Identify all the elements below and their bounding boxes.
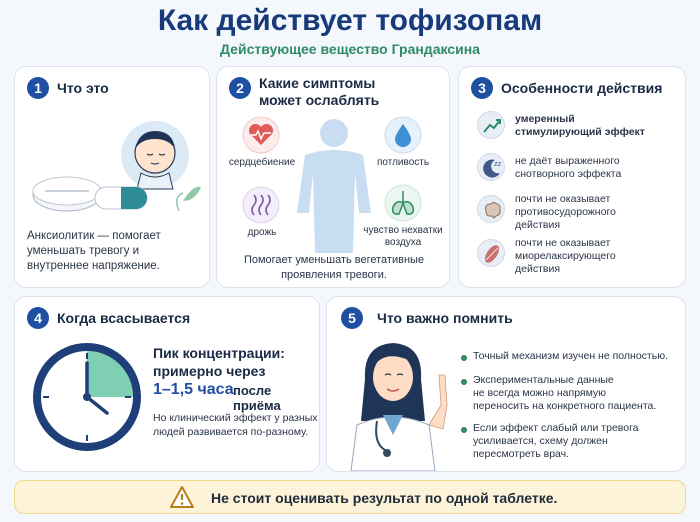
feature-3-line3: действия (515, 219, 561, 231)
card-absorption (14, 296, 320, 472)
heart-icon (241, 115, 281, 155)
bullet-dot (461, 355, 467, 361)
peak-line2: примерно через (153, 363, 266, 379)
card2-caption-line1: Помогает уменьшать вегетативные (243, 254, 425, 266)
card-symptoms (216, 66, 450, 288)
remember-2-line1: Экспериментальные данные (473, 374, 614, 386)
clock-icon (29, 339, 145, 455)
svg-text:zz: zz (494, 160, 502, 168)
warning-text: Не стоит оценивать результат по одной таблетке. (211, 490, 558, 506)
muscle-icon (477, 239, 505, 267)
peak-value: 1–1,5 часа (153, 381, 234, 398)
feature-2-line1: не даёт выраженного (515, 155, 620, 167)
card-number-badge: 3 (471, 77, 493, 99)
card-title: Что это (57, 80, 109, 96)
remember-1-line1: Точный механизм изучен не полностью. (473, 350, 668, 362)
tremor-icon (241, 185, 281, 225)
brain-icon (477, 195, 505, 223)
page-title: Как действует тофизопам (157, 4, 543, 37)
remember-3-line2: усиливается, схему должен (473, 435, 608, 447)
feature-3-line2: противосудорожного (515, 206, 616, 218)
card-title-line1: Какие симптомы (259, 75, 376, 91)
symptom-label-sweat: потливость (376, 157, 430, 168)
warning-banner (14, 480, 686, 514)
card-number-badge: 2 (229, 77, 251, 99)
remember-2-line2: не всегда можно напрямую (473, 387, 607, 399)
trend-up-icon (477, 111, 505, 139)
symptom-label-breath-line2: воздуха (384, 237, 422, 248)
feature-1-line1: умеренный (515, 113, 575, 125)
sleep-icon (477, 153, 505, 181)
absorption-note-line1: Но клинический эффект у разных (153, 412, 318, 424)
sweat-drop-icon (383, 115, 423, 155)
lungs-icon (383, 183, 423, 223)
card-title: Что важно помнить (377, 310, 513, 326)
card-number-badge: 5 (341, 307, 363, 329)
pill-and-face-icon (23, 111, 203, 221)
feature-3-line1: почти не оказывает (515, 193, 611, 205)
card-number-badge: 4 (27, 307, 49, 329)
card-title-line2: может ослаблять (259, 92, 380, 108)
feature-1-line2: стимулирующий эффект (515, 126, 645, 138)
peak-after: после приёма (233, 383, 281, 413)
warning-triangle-icon (169, 485, 195, 509)
absorption-note-line2: людей развивается по-разному. (153, 426, 309, 438)
peak-line1: Пик концентрации: (153, 345, 285, 361)
feature-4-line3: действия (515, 263, 561, 275)
bullet-dot (461, 379, 467, 385)
page-subtitle: Действующее вещество Грандаксина (220, 41, 480, 57)
card-what-it-is (14, 66, 210, 288)
doctor-illustration-icon (337, 335, 457, 471)
feature-2-line2: снотворного эффекта (515, 168, 622, 180)
remember-3-line3: пересмотреть врач. (473, 448, 570, 460)
card-features (458, 66, 686, 288)
feature-4-line2: миорелаксирующего (515, 250, 616, 262)
card-title: Особенности действия (501, 80, 663, 96)
symptom-label-tremor: дрожь (247, 227, 277, 238)
card2-caption-line2: проявления тревоги. (281, 269, 387, 281)
symptom-label-heart: сердцебиение (228, 157, 296, 168)
remember-2-line3: переносить на конкретного пациента. (473, 400, 657, 412)
card-title: Когда всасывается (57, 310, 191, 326)
remember-3-line1: Если эффект слабый или тревога (473, 422, 639, 434)
symptom-label-breath-line1: чувство нехватки (363, 225, 443, 236)
card1-description: Анксиолитик — помогает уменьшать тревогу и внутреннее напряжение. (27, 230, 161, 272)
bullet-dot (461, 427, 467, 433)
card-number-badge: 1 (27, 77, 49, 99)
feature-4-line1: почти не оказывает (515, 237, 611, 249)
card-remember (326, 296, 686, 472)
